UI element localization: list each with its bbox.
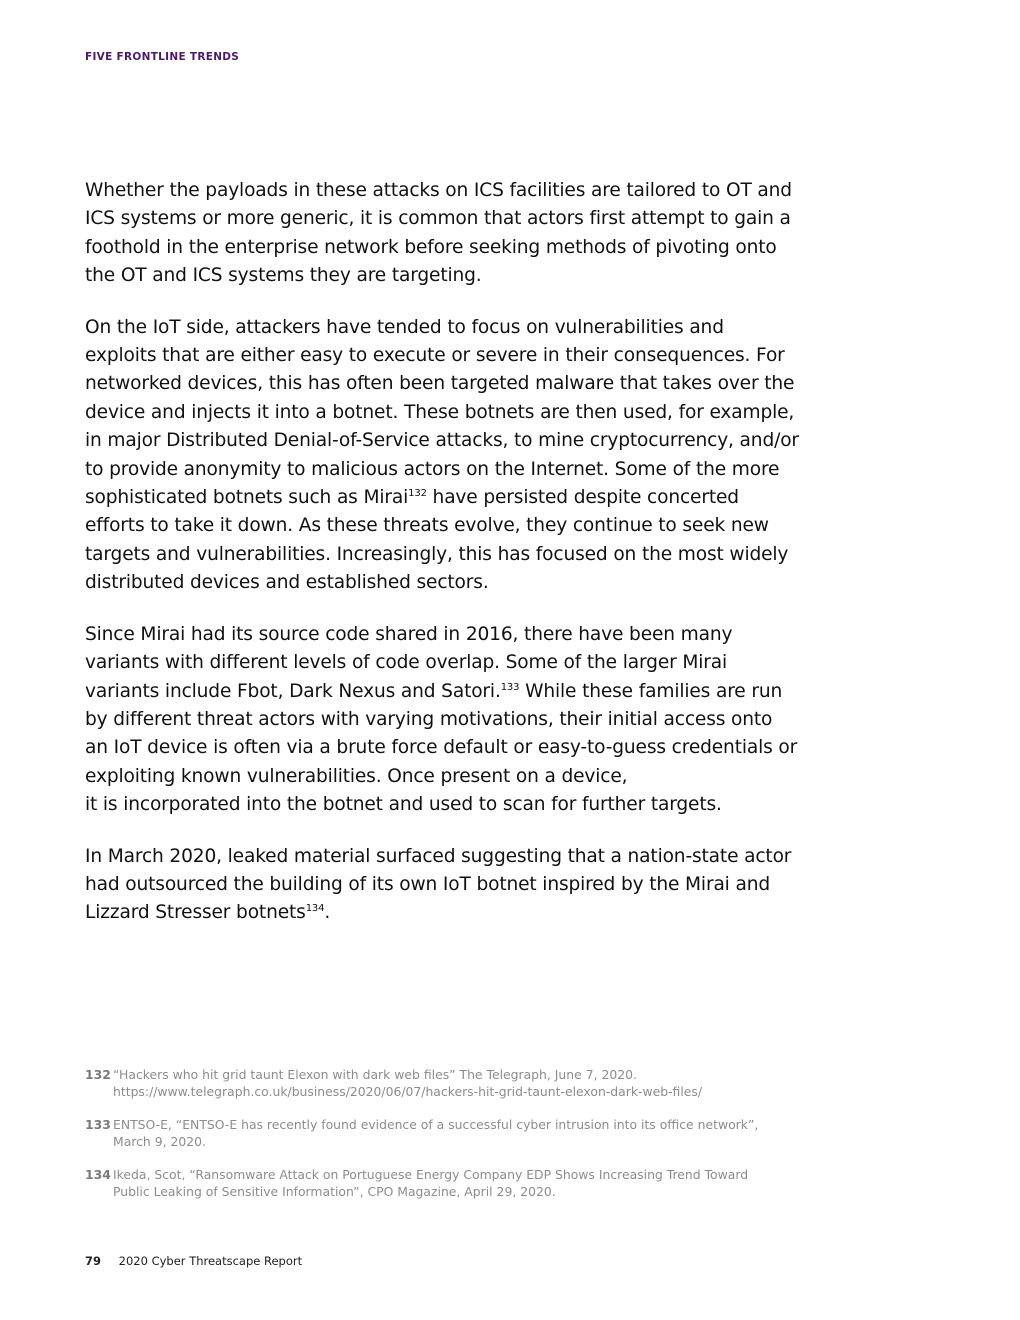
footnote-number: 134 (85, 1167, 111, 1182)
footnote-number: 133 (85, 1117, 111, 1132)
footnote-number: 132 (85, 1067, 111, 1082)
paragraph-1: Whether the payloads in these attacks on ICS facilities are tailored to OT and ICS systems or more generic, it is common that actors first attempt to gain a foothold in the enterprise network before seeking methods of pivoting onto the OT and ICS systems they are targeting. (85, 180, 792, 287)
footnote-ref-132[interactable]: 132 (408, 488, 427, 500)
paragraph-2-text-b: have persisted despite concerted efforts to take it down. As these threats evolve, they continue to seek new targets and vulnerabilities. Increasingly, this has focused on the most widely distributed devices and established sectors. (85, 487, 789, 594)
footnote-text: ENTSO-E, “ENTSO-E has recently found evidence of a successful cyber intrusion into its office network”, (113, 1117, 759, 1132)
footnote-ref-133[interactable]: 133 (500, 681, 520, 693)
page-footer (85, 1254, 302, 1268)
paragraph-4-text-a: In March 2020, leaked material surfaced suggesting that a nation-state actor had outsourced the building of its own IoT botnet inspired by the Mirai and Lizzard Stresser botnets (85, 845, 792, 924)
footnote-text-cont: March 9, 2020. (113, 1134, 206, 1149)
report-title: 2020 Cyber Threatscape Report (118, 1254, 303, 1268)
footnotes (85, 1066, 805, 1216)
footnote-text: “Hackers who hit grid taunt Elexon with dark web files” The Telegraph, June 7, 2020. (113, 1067, 637, 1082)
footnote-133 (85, 1116, 805, 1150)
footnote-text-cont: Public Leaking of Sensitive Information”, CPO Magazine, April 29, 2020. (113, 1184, 556, 1199)
paragraph-2 (85, 314, 800, 598)
paragraph-3 (85, 621, 800, 820)
footnote-link[interactable]: https://www.telegraph.co.uk/business/2020/06/07/hackers-hit-grid-taunt-elexon-dark-web-files/ (113, 1084, 703, 1099)
footnote-134 (85, 1166, 805, 1200)
paragraph-4-text-b: . (324, 902, 331, 924)
footnote-ref-134[interactable]: 134 (305, 903, 325, 915)
paragraph-2-text-a: On the IoT side, attackers have tended to focus on vulnerabilities and exploits that are either easy to execute or severe in their consequences. For networked devices, this has often been targeted malware that takes over the device and injects it into a botnet. These botnets are then used, for example, in major Distributed Denial-of-Service attacks, to mine cryptocurrency, and/or to provide anonymity to malicious actors on the Internet. Some of the more sophisticated botnets such as Mirai (85, 316, 799, 509)
page-number: 79 (85, 1254, 102, 1268)
paragraph-3-text-b: While these families are run by different threat actors with varying motivations, their initial access onto an IoT device is often via a brute force default or easy-to-guess credentials or exploiting known vulnerabilities. Once present on a device, (85, 680, 798, 787)
paragraph-4 (85, 843, 800, 928)
footnote-text: Ikeda, Scot, “Ransomware Attack on Portuguese Energy Company EDP Shows Increasing Trend Toward (113, 1167, 749, 1182)
body-text (85, 177, 800, 951)
section-label: FIVE FRONTLINE TRENDS (85, 51, 240, 63)
paragraph-3-text-c: it is incorporated into the botnet and used to scan for further targets. (85, 794, 722, 816)
paragraph-3-text-a: Since Mirai had its source code shared in 2016, there have been many variants with different levels of code overlap. Some of the larger Mirai variants include Fbot, Dark Nexus and Satori. (85, 623, 733, 702)
footnote-132 (85, 1066, 805, 1100)
